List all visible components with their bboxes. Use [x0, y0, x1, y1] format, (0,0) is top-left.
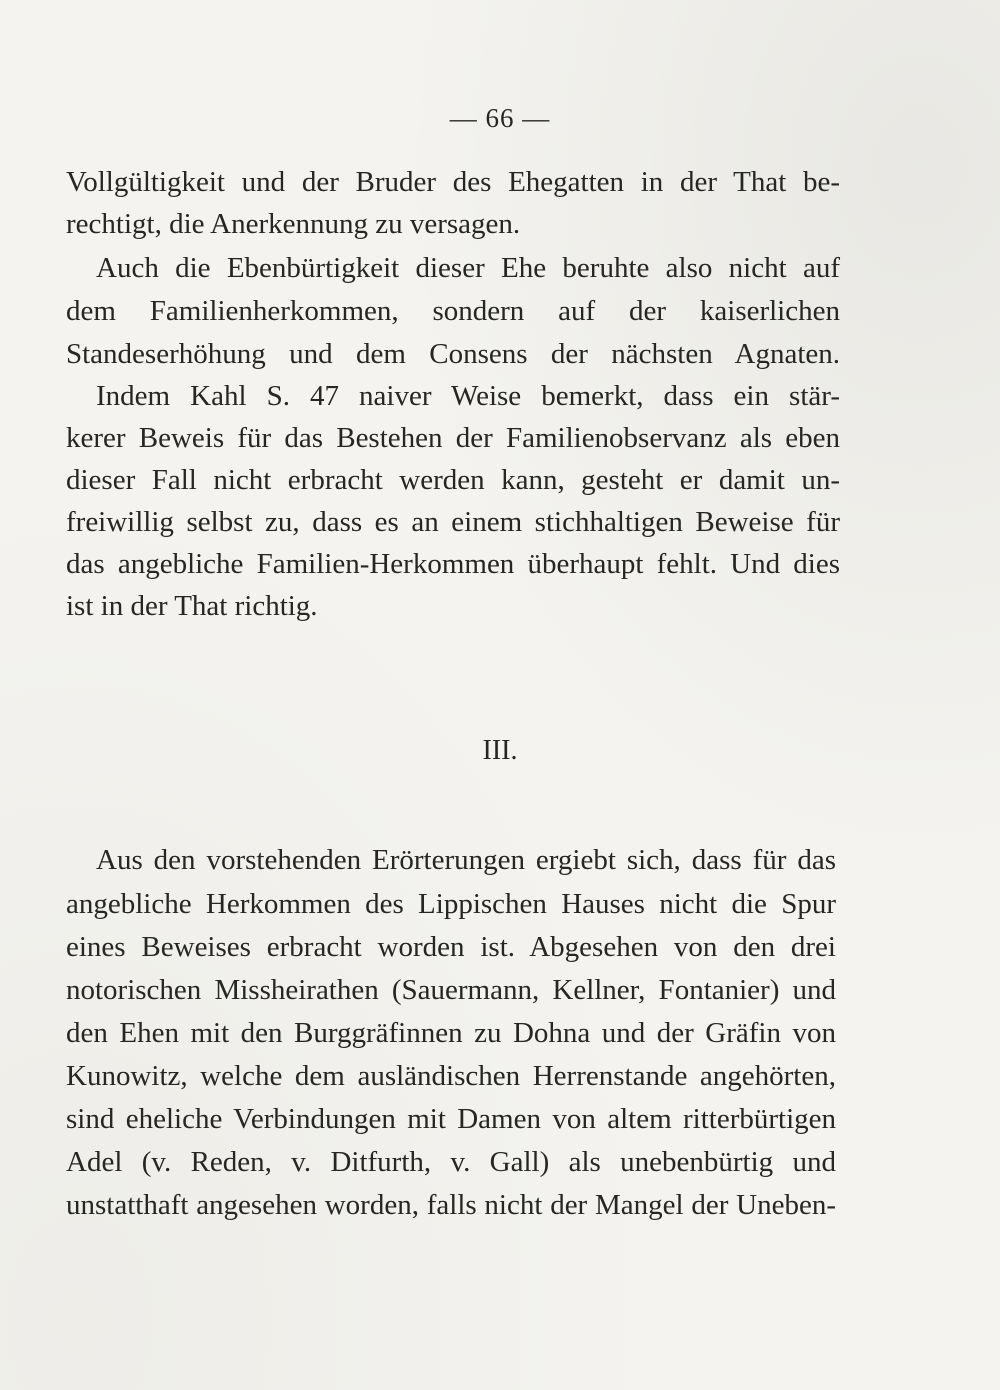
paragraph-3-line-3: dieser Fall nicht erbracht werden kann, gesteht er damit un- [66, 464, 840, 496]
paragraph-3-line-6: ist in der That richtig. [66, 590, 318, 622]
paragraph-2-line-3: Standeserhöhung und dem Consens der nächsten Agnaten. [66, 338, 840, 370]
paragraph-4-line-2: angebliche Herkommen des Lippischen Hauses nicht die Spur [66, 888, 836, 920]
paragraph-1-line-2: rechtigt, die Anerkennung zu versagen. [66, 208, 521, 240]
paragraph-3-line-4: freiwillig selbst zu, dass es an einem stichhaltigen Beweise für [66, 506, 840, 538]
section-heading: III. [482, 735, 518, 766]
paragraph-3-line-1: Indem Kahl S. 47 naiver Weise bemerkt, dass ein stär- [96, 380, 840, 412]
page-number: — 66 — [449, 103, 551, 133]
paragraph-3-line-2: kerer Beweis für das Bestehen der Familienobservanz als eben [66, 422, 840, 454]
paragraph-2-line-1: Auch die Ebenbürtigkeit dieser Ehe beruhte also nicht auf [96, 252, 840, 284]
paragraph-1-line-1: Vollgültigkeit und der Bruder des Ehegatten in der That be- [66, 166, 840, 198]
paragraph-4-line-8: Adel (v. Reden, v. Ditfurth, v. Gall) als unebenbürtig und [66, 1146, 836, 1178]
paragraph-4-line-9: unstatthaft angesehen worden, falls nicht der Mangel der Uneben- [66, 1189, 836, 1221]
paragraph-4-line-5: den Ehen mit den Burggräfinnen zu Dohna und der Gräfin von [66, 1017, 836, 1049]
paragraph-4-line-7: sind eheliche Verbindungen mit Damen von altem ritterbürtigen [66, 1103, 836, 1135]
paragraph-4-line-3: eines Beweises erbracht worden ist. Abgesehen von den drei [66, 931, 836, 963]
paragraph-4-line-4: notorischen Missheirathen (Sauermann, Kellner, Fontanier) und [66, 974, 836, 1006]
paragraph-4-line-1: Aus den vorstehenden Erörterungen ergiebt sich, dass für das [96, 844, 836, 876]
paragraph-3-line-5: das angebliche Familien-Herkommen überhaupt fehlt. Und dies [66, 548, 840, 580]
paragraph-4-line-6: Kunowitz, welche dem ausländischen Herrenstande angehörten, [66, 1060, 836, 1092]
paragraph-2-line-2: dem Familienherkommen, sondern auf der kaiserlichen [66, 295, 840, 327]
